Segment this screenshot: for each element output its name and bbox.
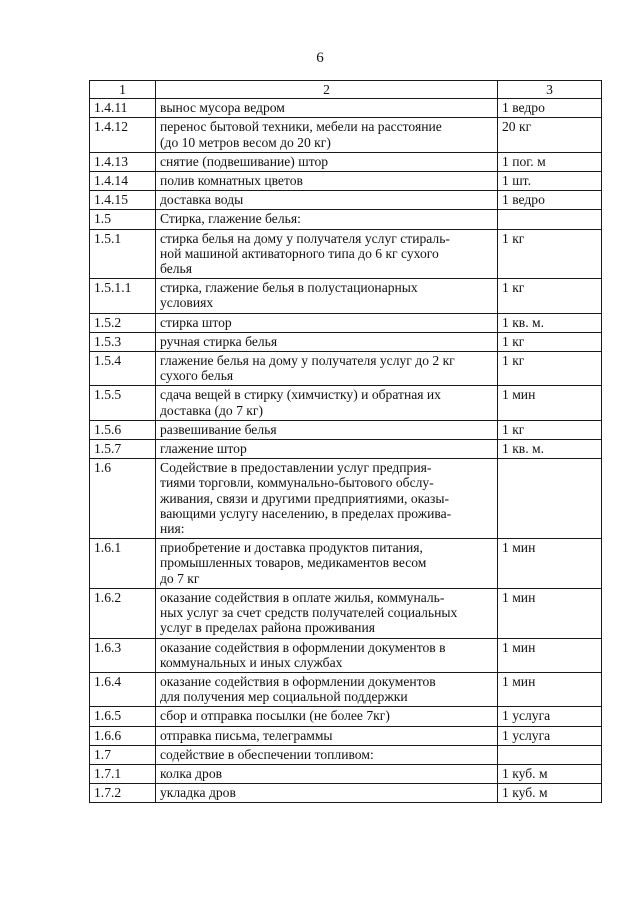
row-service-cell: ручная стирка белья: [156, 332, 498, 351]
table-row: [90, 99, 602, 118]
table-row: [90, 459, 602, 539]
table-row: [90, 440, 602, 459]
row-unit-cell: 1 кг: [498, 279, 602, 313]
row-code-cell: 1.5.3: [90, 332, 156, 351]
table-row: [90, 638, 602, 672]
row-service-cell: развешивание белья: [156, 420, 498, 439]
column-header-code: 1: [90, 81, 156, 99]
row-code-cell: 1.4.15: [90, 191, 156, 210]
row-service-cell: Содействие в предоставлении услуг предприя- тиями торговли, коммунально-бытового обслу- живания, связи и другими предприятиями, оказы- вающими услугу населению, в пределах прожива- ния:: [156, 459, 498, 539]
row-unit-cell: [498, 745, 602, 764]
table-header-row: [90, 81, 602, 99]
table-row: [90, 726, 602, 745]
row-code-cell: 1.5.1: [90, 229, 156, 279]
table-row: [90, 764, 602, 783]
row-code-cell: 1.6.5: [90, 707, 156, 726]
row-code-cell: 1.6.2: [90, 588, 156, 638]
services-table: [89, 80, 602, 803]
row-code-cell: 1.5.1.1: [90, 279, 156, 313]
row-unit-cell: 1 кв. м.: [498, 440, 602, 459]
row-code-cell: 1.6.6: [90, 726, 156, 745]
row-service-cell: оказание содействия в оформлении документов для получения мер социальной поддержки: [156, 672, 498, 706]
row-unit-cell: 1 кг: [498, 229, 602, 279]
row-code-cell: 1.5.6: [90, 420, 156, 439]
table-row: [90, 352, 602, 386]
row-service-cell: отправка письма, телеграммы: [156, 726, 498, 745]
row-service-cell: сбор и отправка посылки (не более 7кг): [156, 707, 498, 726]
page-number: 6: [316, 50, 324, 66]
table-body: [90, 99, 602, 803]
row-service-cell: вынос мусора ведром: [156, 99, 498, 118]
row-code-cell: 1.7.1: [90, 764, 156, 783]
row-unit-cell: 1 мин: [498, 638, 602, 672]
table-row: [90, 172, 602, 191]
row-service-cell: глажение штор: [156, 440, 498, 459]
row-unit-cell: 1 мин: [498, 672, 602, 706]
row-service-cell: приобретение и доставка продуктов питания, промышленных товаров, медикаментов весом до 7 кг: [156, 539, 498, 589]
row-code-cell: 1.5.4: [90, 352, 156, 386]
table-row: [90, 745, 602, 764]
row-unit-cell: 1 куб. м: [498, 784, 602, 803]
row-code-cell: 1.6.1: [90, 539, 156, 589]
row-unit-cell: 1 куб. м: [498, 764, 602, 783]
column-header-unit: 3: [498, 81, 602, 99]
row-code-cell: 1.6.3: [90, 638, 156, 672]
table-row: [90, 332, 602, 351]
row-service-cell: глажение белья на дому у получателя услуг до 2 кг сухого белья: [156, 352, 498, 386]
table-row: [90, 420, 602, 439]
row-unit-cell: 1 ведро: [498, 99, 602, 118]
row-unit-cell: [498, 459, 602, 539]
row-unit-cell: 1 кг: [498, 420, 602, 439]
row-service-cell: укладка дров: [156, 784, 498, 803]
row-service-cell: доставка воды: [156, 191, 498, 210]
row-service-cell: стирка белья на дому у получателя услуг стираль- ной машиной активаторного типа до 6 кг сухого белья: [156, 229, 498, 279]
row-service-cell: Стирка, глажение белья:: [156, 210, 498, 229]
row-code-cell: 1.7: [90, 745, 156, 764]
row-code-cell: 1.5.7: [90, 440, 156, 459]
row-service-cell: перенос бытовой техники, мебели на расстояние (до 10 метров весом до 20 кг): [156, 118, 498, 152]
table-row: [90, 707, 602, 726]
row-code-cell: 1.4.13: [90, 152, 156, 171]
row-unit-cell: 1 ведро: [498, 191, 602, 210]
table-row: [90, 118, 602, 152]
row-code-cell: 1.5: [90, 210, 156, 229]
row-service-cell: стирка штор: [156, 313, 498, 332]
row-code-cell: 1.5.2: [90, 313, 156, 332]
row-service-cell: содействие в обеспечении топливом:: [156, 745, 498, 764]
table-row: [90, 539, 602, 589]
row-unit-cell: 1 услуга: [498, 707, 602, 726]
row-code-cell: 1.4.12: [90, 118, 156, 152]
table-row: [90, 672, 602, 706]
row-unit-cell: [498, 210, 602, 229]
row-code-cell: 1.4.14: [90, 172, 156, 191]
table-row: [90, 784, 602, 803]
table-row: [90, 152, 602, 171]
row-unit-cell: 1 услуга: [498, 726, 602, 745]
row-service-cell: снятие (подвешивание) штор: [156, 152, 498, 171]
row-unit-cell: 1 кг: [498, 332, 602, 351]
table-row: [90, 279, 602, 313]
row-service-cell: полив комнатных цветов: [156, 172, 498, 191]
row-code-cell: 1.5.5: [90, 386, 156, 420]
row-code-cell: 1.6.4: [90, 672, 156, 706]
row-service-cell: сдача вещей в стирку (химчистку) и обратная их доставка (до 7 кг): [156, 386, 498, 420]
row-unit-cell: 1 пог. м: [498, 152, 602, 171]
row-code-cell: 1.6: [90, 459, 156, 539]
row-service-cell: стирка, глажение белья в полустационарных условиях: [156, 279, 498, 313]
table-row: [90, 588, 602, 638]
row-code-cell: 1.4.11: [90, 99, 156, 118]
row-unit-cell: 20 кг: [498, 118, 602, 152]
table-row: [90, 210, 602, 229]
row-service-cell: колка дров: [156, 764, 498, 783]
table-row: [90, 229, 602, 279]
row-unit-cell: 1 кв. м.: [498, 313, 602, 332]
table-row: [90, 386, 602, 420]
row-unit-cell: 1 мин: [498, 588, 602, 638]
row-service-cell: оказание содействия в оплате жилья, коммуналь- ных услуг за счет средств получателей социальных услуг в пределах района проживания: [156, 588, 498, 638]
row-service-cell: оказание содействия в оформлении документов в коммунальных и иных службах: [156, 638, 498, 672]
row-unit-cell: 1 шт.: [498, 172, 602, 191]
column-header-service: 2: [156, 81, 498, 99]
row-unit-cell: 1 мин: [498, 539, 602, 589]
row-unit-cell: 1 кг: [498, 352, 602, 386]
row-unit-cell: 1 мин: [498, 386, 602, 420]
row-code-cell: 1.7.2: [90, 784, 156, 803]
table-row: [90, 313, 602, 332]
table-row: [90, 191, 602, 210]
